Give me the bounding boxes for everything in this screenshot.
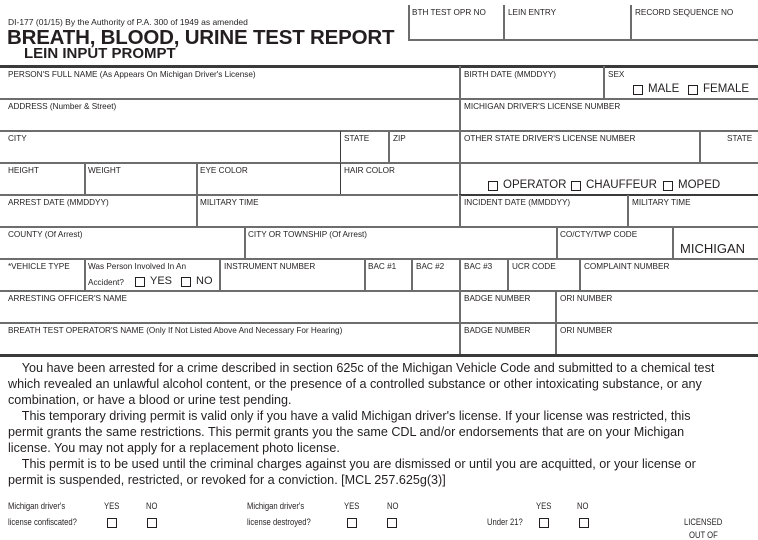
under21-no-header: NO: [577, 501, 589, 511]
destroyed-question-line1: Michigan driver's: [247, 501, 305, 511]
mi-license-field[interactable]: [462, 112, 756, 129]
arresting-officer-field[interactable]: [4, 304, 456, 321]
badge-number-field-1[interactable]: [462, 304, 554, 321]
confiscated-yes-checkbox[interactable]: [107, 518, 117, 528]
badge-number-field-2[interactable]: [462, 336, 554, 353]
bac2-label: BAC #2: [416, 262, 445, 271]
military-time-field[interactable]: [199, 208, 456, 225]
accident-yes-label: YES: [150, 275, 173, 287]
notice-line-7: This permit is to be used until the criminal charges against you are dismissed or until you are acquitted, or your license or: [8, 457, 696, 471]
other-license-label: OTHER STATE DRIVER'S LICENSE NUMBER: [464, 134, 636, 143]
bac2-field[interactable]: [414, 272, 456, 289]
birth-date-field[interactable]: [462, 80, 602, 97]
accident-question-line1: Was Person Involved In An: [88, 262, 186, 271]
height-field[interactable]: [4, 176, 82, 193]
notice-line-2: which revealed an unlawful alcohol content, or the presence of a controlled substance or other intoxicating substance, or any: [8, 377, 702, 391]
vehicle-type-label: *VEHICLE TYPE: [8, 262, 70, 271]
ucr-code-label: UCR CODE: [512, 262, 556, 271]
sex-label: SEX: [608, 70, 625, 79]
address-label: ADDRESS (Number & Street): [8, 102, 117, 111]
male-checkbox[interactable]: [633, 85, 643, 95]
michigan-state-text: MICHIGAN: [680, 241, 745, 256]
vehicle-type-field[interactable]: [4, 272, 82, 289]
destroyed-yes-checkbox[interactable]: [347, 518, 357, 528]
co-code-field[interactable]: [559, 240, 671, 257]
ori-number-label-2: ORI NUMBER: [560, 326, 613, 335]
bac1-field[interactable]: [367, 272, 409, 289]
weight-field[interactable]: [87, 176, 195, 193]
eye-color-field[interactable]: [199, 176, 339, 193]
under21-question: Under 21?: [487, 517, 523, 527]
licensed-out-of-line2: OUT OF: [689, 530, 718, 540]
badge-number-label-2: BADGE NUMBER: [464, 326, 531, 335]
notice-line-6: license. You may not apply for a replacement photo license.: [8, 441, 340, 455]
incident-date-label: INCIDENT DATE (MMDDYY): [464, 198, 571, 207]
female-checkbox[interactable]: [688, 85, 698, 95]
hair-color-label: HAIR COLOR: [344, 166, 395, 175]
weight-label: WEIGHT: [88, 166, 121, 175]
destroyed-no-checkbox[interactable]: [387, 518, 397, 528]
moped-label: MOPED: [678, 179, 721, 191]
hair-color-field[interactable]: [342, 176, 456, 193]
zip-label: ZIP: [393, 134, 406, 143]
birth-date-label: BIRTH DATE (MMDDYY): [464, 70, 557, 79]
notice-line-8: permit is suspended, restricted, or revoked for a conviction. [MCL 257.625g(3)]: [8, 473, 446, 487]
notice-line-4: This temporary driving permit is valid only if you have a valid Michigan driver's license. If your license was restricted, this: [8, 409, 691, 423]
instrument-number-label: INSTRUMENT NUMBER: [224, 262, 316, 271]
co-code-label: CO/CTY/TWP CODE: [560, 230, 638, 239]
complaint-number-label: COMPLAINT NUMBER: [584, 262, 670, 271]
badge-number-label-1: BADGE NUMBER: [464, 294, 531, 303]
bth-test-opr-no-field[interactable]: [410, 18, 502, 38]
county-label: COUNTY (Of Arrest): [8, 230, 83, 239]
state-field[interactable]: [342, 144, 386, 161]
state-label: STATE: [344, 134, 370, 143]
breath-test-operator-field[interactable]: [4, 336, 456, 353]
accident-no-label: NO: [196, 275, 213, 287]
destroyed-no-header: NO: [387, 501, 399, 511]
mi-license-label: MICHIGAN DRIVER'S LICENSE NUMBER: [464, 102, 621, 111]
bac3-field[interactable]: [462, 272, 506, 289]
notice-line-1: You have been arrested for a crime described in section 625c of the Michigan Vehicle Code and submitted to a chemical test: [8, 361, 715, 375]
notice-line-3: combination, or have a blood or urine test pending.: [8, 393, 292, 407]
eye-color-label: EYE COLOR: [200, 166, 248, 175]
city-township-label: CITY OR TOWNSHIP (Of Arrest): [248, 230, 368, 239]
under21-yes-checkbox[interactable]: [539, 518, 549, 528]
arrest-date-label: ARREST DATE (MMDDYY): [8, 198, 109, 207]
destroyed-question-line2: license destroyed?: [247, 517, 311, 527]
lein-entry-field[interactable]: [505, 18, 629, 38]
accident-yes-checkbox[interactable]: [135, 277, 145, 287]
other-state-label: STATE: [727, 134, 753, 143]
confiscated-question-line2: license confiscated?: [8, 517, 77, 527]
confiscated-question-line1: Michigan driver's: [8, 501, 66, 511]
accident-question-line2: Accident?: [88, 278, 124, 287]
operator-label: OPERATOR: [503, 179, 567, 191]
height-label: HEIGHT: [8, 166, 39, 175]
licensed-out-of-line1: LICENSED: [684, 517, 723, 527]
other-license-field[interactable]: [462, 144, 698, 161]
city-label: CITY: [8, 134, 27, 143]
bac3-label: BAC #3: [464, 262, 493, 271]
breath-test-operator-label: BREATH TEST OPERATOR'S NAME (Only If Not Listed Above And Necessary For Hearing): [8, 326, 343, 335]
military-time-label: MILITARY TIME: [200, 198, 259, 207]
incident-military-time-label: MILITARY TIME: [632, 198, 691, 207]
male-label: MALE: [648, 83, 680, 95]
ori-number-label-1: ORI NUMBER: [560, 294, 613, 303]
other-state-field[interactable]: [702, 144, 756, 161]
arrest-date-field[interactable]: [4, 208, 194, 225]
city-township-field[interactable]: [247, 240, 555, 257]
operator-checkbox[interactable]: [488, 181, 498, 191]
county-field[interactable]: [4, 240, 242, 257]
moped-checkbox[interactable]: [663, 181, 673, 191]
ucr-code-field[interactable]: [510, 272, 578, 289]
record-sequence-no-label: RECORD SEQUENCE NO: [635, 8, 734, 17]
notice-line-5: permit grants the same restrictions. This permit grants you the same CDL and/or endorsements that are on your Michigan: [8, 425, 685, 439]
confiscated-no-header: NO: [146, 501, 158, 511]
bth-test-opr-no-label: BTH TEST OPR NO: [412, 8, 486, 17]
zip-field[interactable]: [391, 144, 457, 161]
form-subtitle: LEIN INPUT PROMPT: [24, 45, 176, 62]
chauffeur-label: CHAUFFEUR: [586, 179, 657, 191]
address-field[interactable]: [4, 112, 456, 129]
form-title: BREATH, BLOOD, URINE TEST REPORT: [7, 26, 395, 49]
incident-date-field[interactable]: [462, 208, 626, 225]
destroyed-yes-header: YES: [344, 501, 360, 511]
city-field[interactable]: [4, 144, 338, 161]
complaint-number-field[interactable]: [582, 272, 756, 289]
confiscated-yes-header: YES: [104, 501, 120, 511]
bac1-label: BAC #1: [368, 262, 397, 271]
full-name-label: PERSON'S FULL NAME (As Appears On Michigan Driver's License): [8, 70, 256, 79]
ori-number-field-1[interactable]: [558, 304, 756, 321]
full-name-field[interactable]: [4, 80, 456, 97]
confiscated-no-checkbox[interactable]: [147, 518, 157, 528]
ori-number-field-2[interactable]: [558, 336, 756, 353]
arresting-officer-label: ARRESTING OFFICER'S NAME: [8, 294, 127, 303]
under21-yes-header: YES: [536, 501, 552, 511]
record-sequence-no-field[interactable]: [632, 18, 758, 38]
accident-no-checkbox[interactable]: [181, 277, 191, 287]
incident-military-time-field[interactable]: [630, 208, 756, 225]
chauffeur-checkbox[interactable]: [571, 181, 581, 191]
lein-entry-label: LEIN ENTRY: [508, 8, 557, 17]
female-label: FEMALE: [703, 83, 750, 95]
form-id: DI-177 (01/15) By the Authority of P.A. 300 of 1949 as amended: [8, 17, 248, 27]
instrument-number-field[interactable]: [222, 272, 362, 289]
under21-no-checkbox[interactable]: [579, 518, 589, 528]
